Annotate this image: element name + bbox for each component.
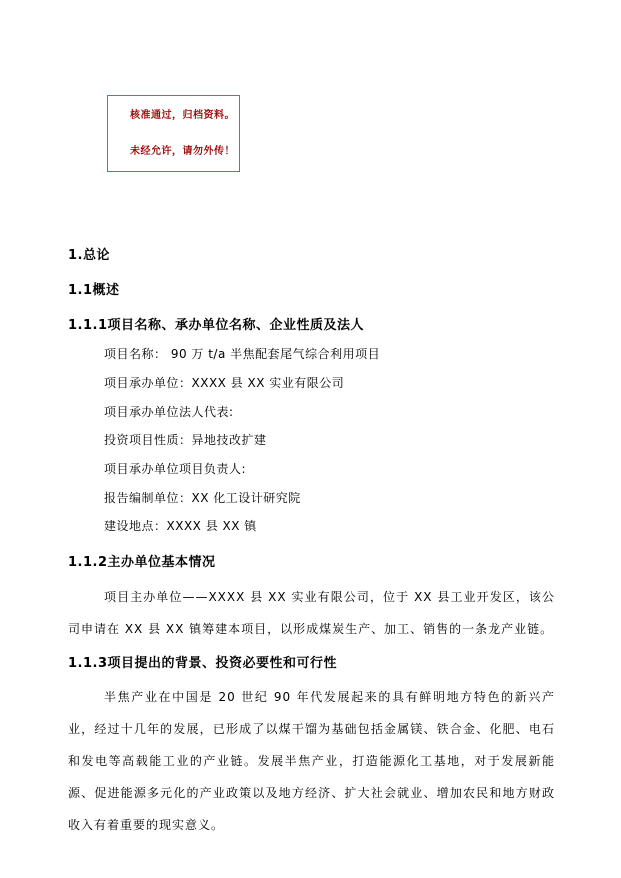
heading-1-1-2-sponsor-basics: 1.1.2主办单位基本情况 [68, 555, 216, 570]
heading-1-1-1-project-name: 1.1.1项目名称、承办单位名称、企业性质及法人 [68, 318, 365, 333]
stamp-line-2: 未经允许，请勿外传！ [130, 146, 235, 157]
heading-1-1-3-background: 1.1.3项目提出的背景、投资必要性和可行性 [68, 656, 338, 671]
info-line-legal-rep: 项目承办单位法人代表: [104, 405, 234, 419]
info-line-project-nature: 投资项目性质：异地技改扩建 [104, 433, 267, 447]
info-line-report-unit: 报告编制单位：XX 化工设计研究院 [104, 491, 301, 505]
info-line-construction-site: 建设地点：XXXX 县 XX 镇 [104, 519, 257, 533]
paragraph-background: 半焦产业在中国是 20 世纪 90 年代发展起来的具有鲜明地方特色的新兴产业，经过十几年的发展，已形成了以煤干馏为基础包括金属镁、铁合金、化肥、电石和发电等高载能工业的产业链。发展半焦产业，打造能源化工基地，对于发展新能源、促进能源多元化的产业政策以及地方经济、扩大社会就业、增加农民和地方财政收入有着重要的现实意义。 [68, 690, 555, 832]
paragraph-sponsor-basics: 项目主办单位——XXXX 县 XX 实业有限公司，位于 XX 县工业开发区，该公司申请在 XX 县 XX 镇筹建本项目，以形成煤炭生产、加工、销售的一条龙产业链。 [68, 590, 555, 636]
info-line-undertaker: 项目承办单位：XXXX 县 XX 实业有限公司 [104, 376, 345, 390]
stamp-line-1: 核准通过，归档资料。 [130, 110, 235, 121]
info-line-project-leader: 项目承办单位项目负责人: [104, 462, 247, 476]
heading-1-1-gaishu: 1.1概述 [68, 283, 120, 298]
approval-stamp-box [107, 95, 240, 172]
heading-1-zonglun: 1.总论 [68, 248, 110, 263]
info-line-project-name: 项目名称： 90 万 t/a 半焦配套尾气综合利用项目 [104, 347, 381, 361]
